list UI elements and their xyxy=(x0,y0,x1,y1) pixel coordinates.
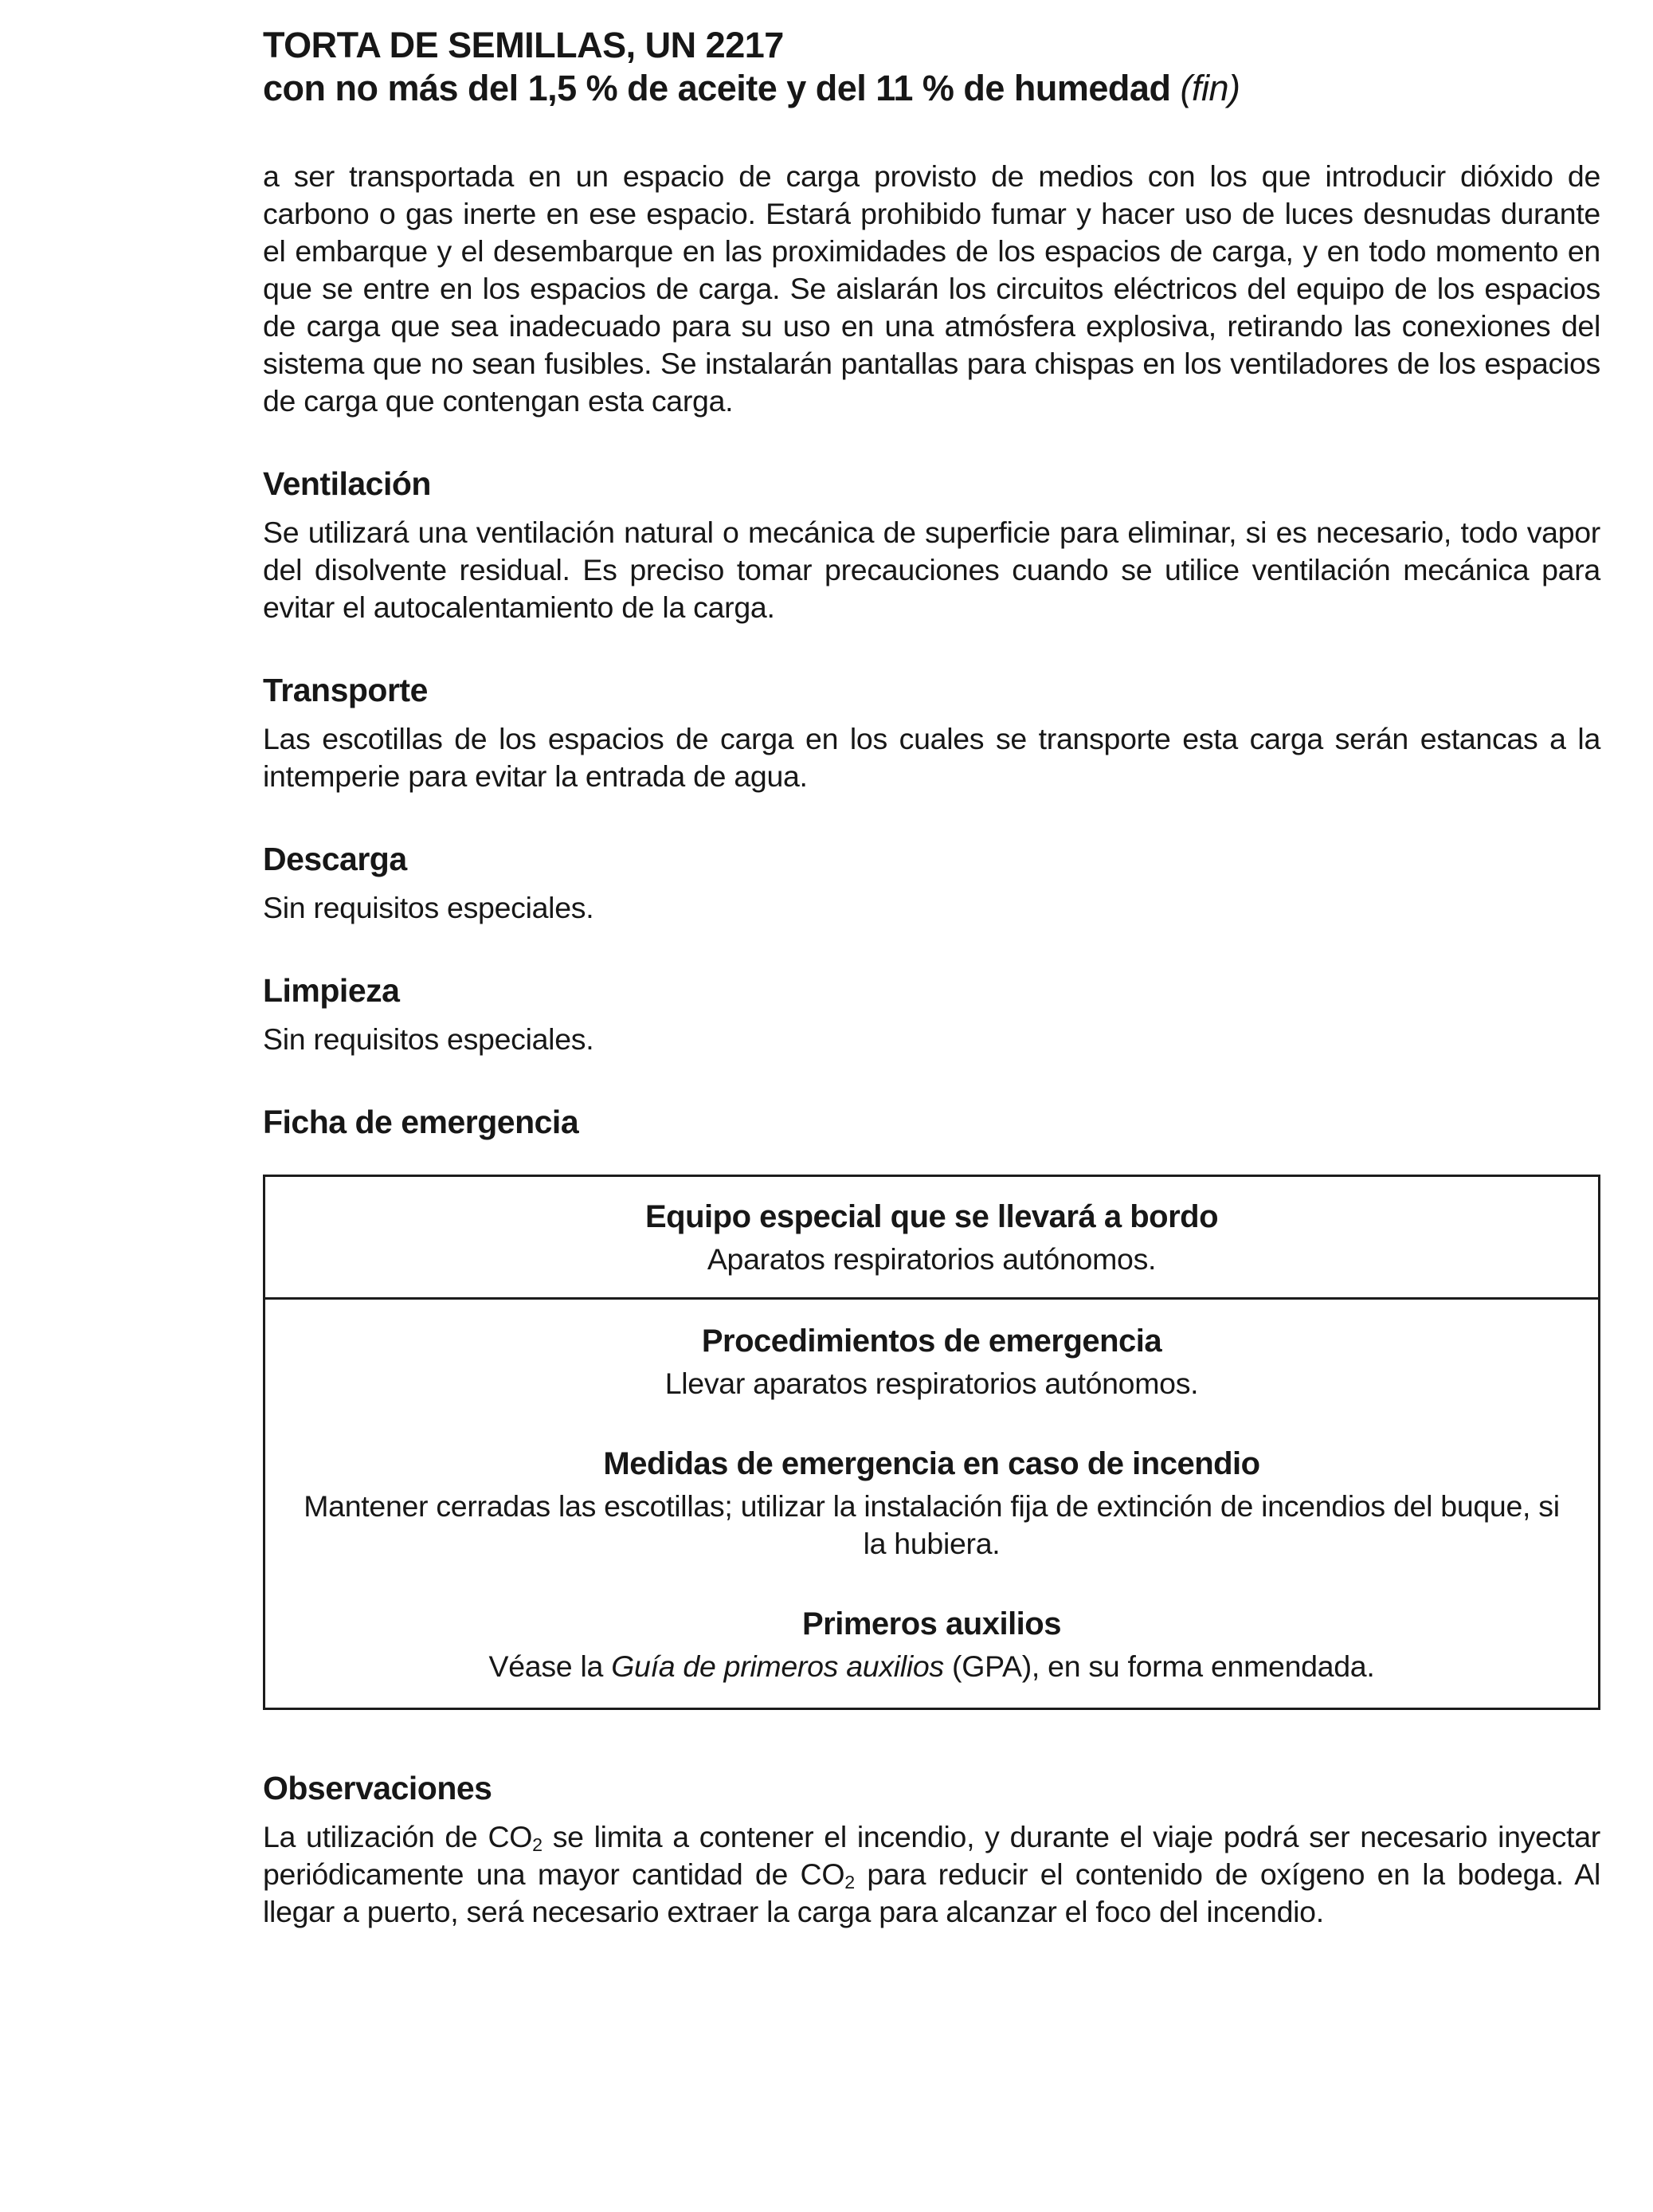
co2-subscript-2: 2 xyxy=(844,1871,855,1892)
emergency-first-aid-section xyxy=(297,1604,1566,1685)
procedures-body: Llevar aparatos respiratorios autónomos. xyxy=(664,1367,1199,1400)
procedures-heading: Procedimientos de emergencia xyxy=(701,1324,1162,1359)
section-body-limpieza: Sin requisitos especiales. xyxy=(263,1022,594,1056)
section-body-ventilacion: Se utilizará una ventilación natural o mecánica de superficie para eliminar, si es necesario, todo vapor del disolvente residual. Es preciso tomar precauciones cuando se utilice ventilación mecánica para evitar el autocalentamiento de la carga. xyxy=(263,516,1600,624)
co2-subscript-1: 2 xyxy=(532,1834,543,1855)
first-aid-guide-title: Guía de primeros auxilios xyxy=(611,1649,944,1683)
observations-part2: se limita a contener el incendio, y durante el viaje podrá ser necesario inyectar periódicamente una mayor cantidad de CO xyxy=(263,1820,1600,1891)
section-descarga xyxy=(263,840,1600,927)
section-ventilacion xyxy=(263,465,1600,626)
section-limpieza xyxy=(263,971,1600,1058)
intro-paragraph: a ser transportada en un espacio de carga provisto de medios con los que introducir dióxido de carbono o gas inerte en ese espacio. Estará prohibido fumar y hacer uso de luces desnudas durante el embarque y el desembarque en las proximidades de los espacios de carga, y en todo momento en que se entre en los espacios de carga. Se aislarán los circuitos eléctricos del equipo de los espacios de carga que sea inadecuado para su uso en una atmósfera explosiva, retirando las conexiones del sistema que no sean fusibles. Se instalarán pantallas para chispas en los ventiladores de los espacios de carga que contengan esta carga. xyxy=(263,159,1600,418)
cargo-subtitle-text: con no más del 1,5 % de aceite y del 11 % de humedad xyxy=(263,68,1171,108)
first-aid-heading: Primeros auxilios xyxy=(802,1606,1061,1641)
first-aid-suffix: (GPA), en su forma enmendada. xyxy=(952,1649,1375,1683)
observations-part3: para reducir el contenido de oxígeno en la bodega. Al llegar a puerto, será necesario extraer la carga para alcanzar el foco del incendio. xyxy=(263,1857,1600,1928)
section-heading-observaciones: Observaciones xyxy=(263,1770,492,1806)
title-block xyxy=(263,24,1600,110)
emergency-procedures-section xyxy=(297,1321,1566,1402)
observations-paragraph xyxy=(263,1818,1600,1931)
emergency-lower-section xyxy=(265,1300,1598,1708)
section-transporte xyxy=(263,671,1600,795)
fire-heading: Medidas de emergencia en caso de incendio xyxy=(603,1446,1260,1481)
equipment-heading: Equipo especial que se llevará a bordo xyxy=(644,1199,1219,1234)
emergency-card-label: Ficha de emergencia xyxy=(263,1104,579,1140)
section-heading-transporte: Transporte xyxy=(263,672,428,708)
cargo-title: TORTA DE SEMILLAS, UN 2217 xyxy=(263,25,784,65)
section-body-transporte: Las escotillas de los espacios de carga en los cuales se transporte esta carga serán estancas a la intemperie para evitar la entrada de agua. xyxy=(263,722,1600,793)
section-observaciones xyxy=(263,1769,1600,1931)
emergency-fire-section xyxy=(297,1444,1566,1563)
first-aid-body xyxy=(297,1648,1566,1685)
section-heading-ventilacion: Ventilación xyxy=(263,465,431,502)
section-body-descarga: Sin requisitos especiales. xyxy=(263,891,594,924)
observations-part1: La utilización de CO xyxy=(263,1820,533,1853)
fin-marker: (fin) xyxy=(1180,68,1240,108)
equipment-body: Aparatos respiratorios autónomos. xyxy=(707,1242,1157,1276)
emergency-card xyxy=(263,1175,1600,1710)
cargo-subtitle xyxy=(263,67,1600,110)
first-aid-prefix: Véase la xyxy=(488,1649,604,1683)
fire-body: Mantener cerradas las escotillas; utilizar la instalación fija de extinción de incendios del buque, si la hubiera. xyxy=(304,1489,1560,1560)
section-heading-limpieza: Limpieza xyxy=(263,972,400,1009)
emergency-equipment-section xyxy=(265,1177,1598,1300)
section-heading-descarga: Descarga xyxy=(263,841,407,877)
